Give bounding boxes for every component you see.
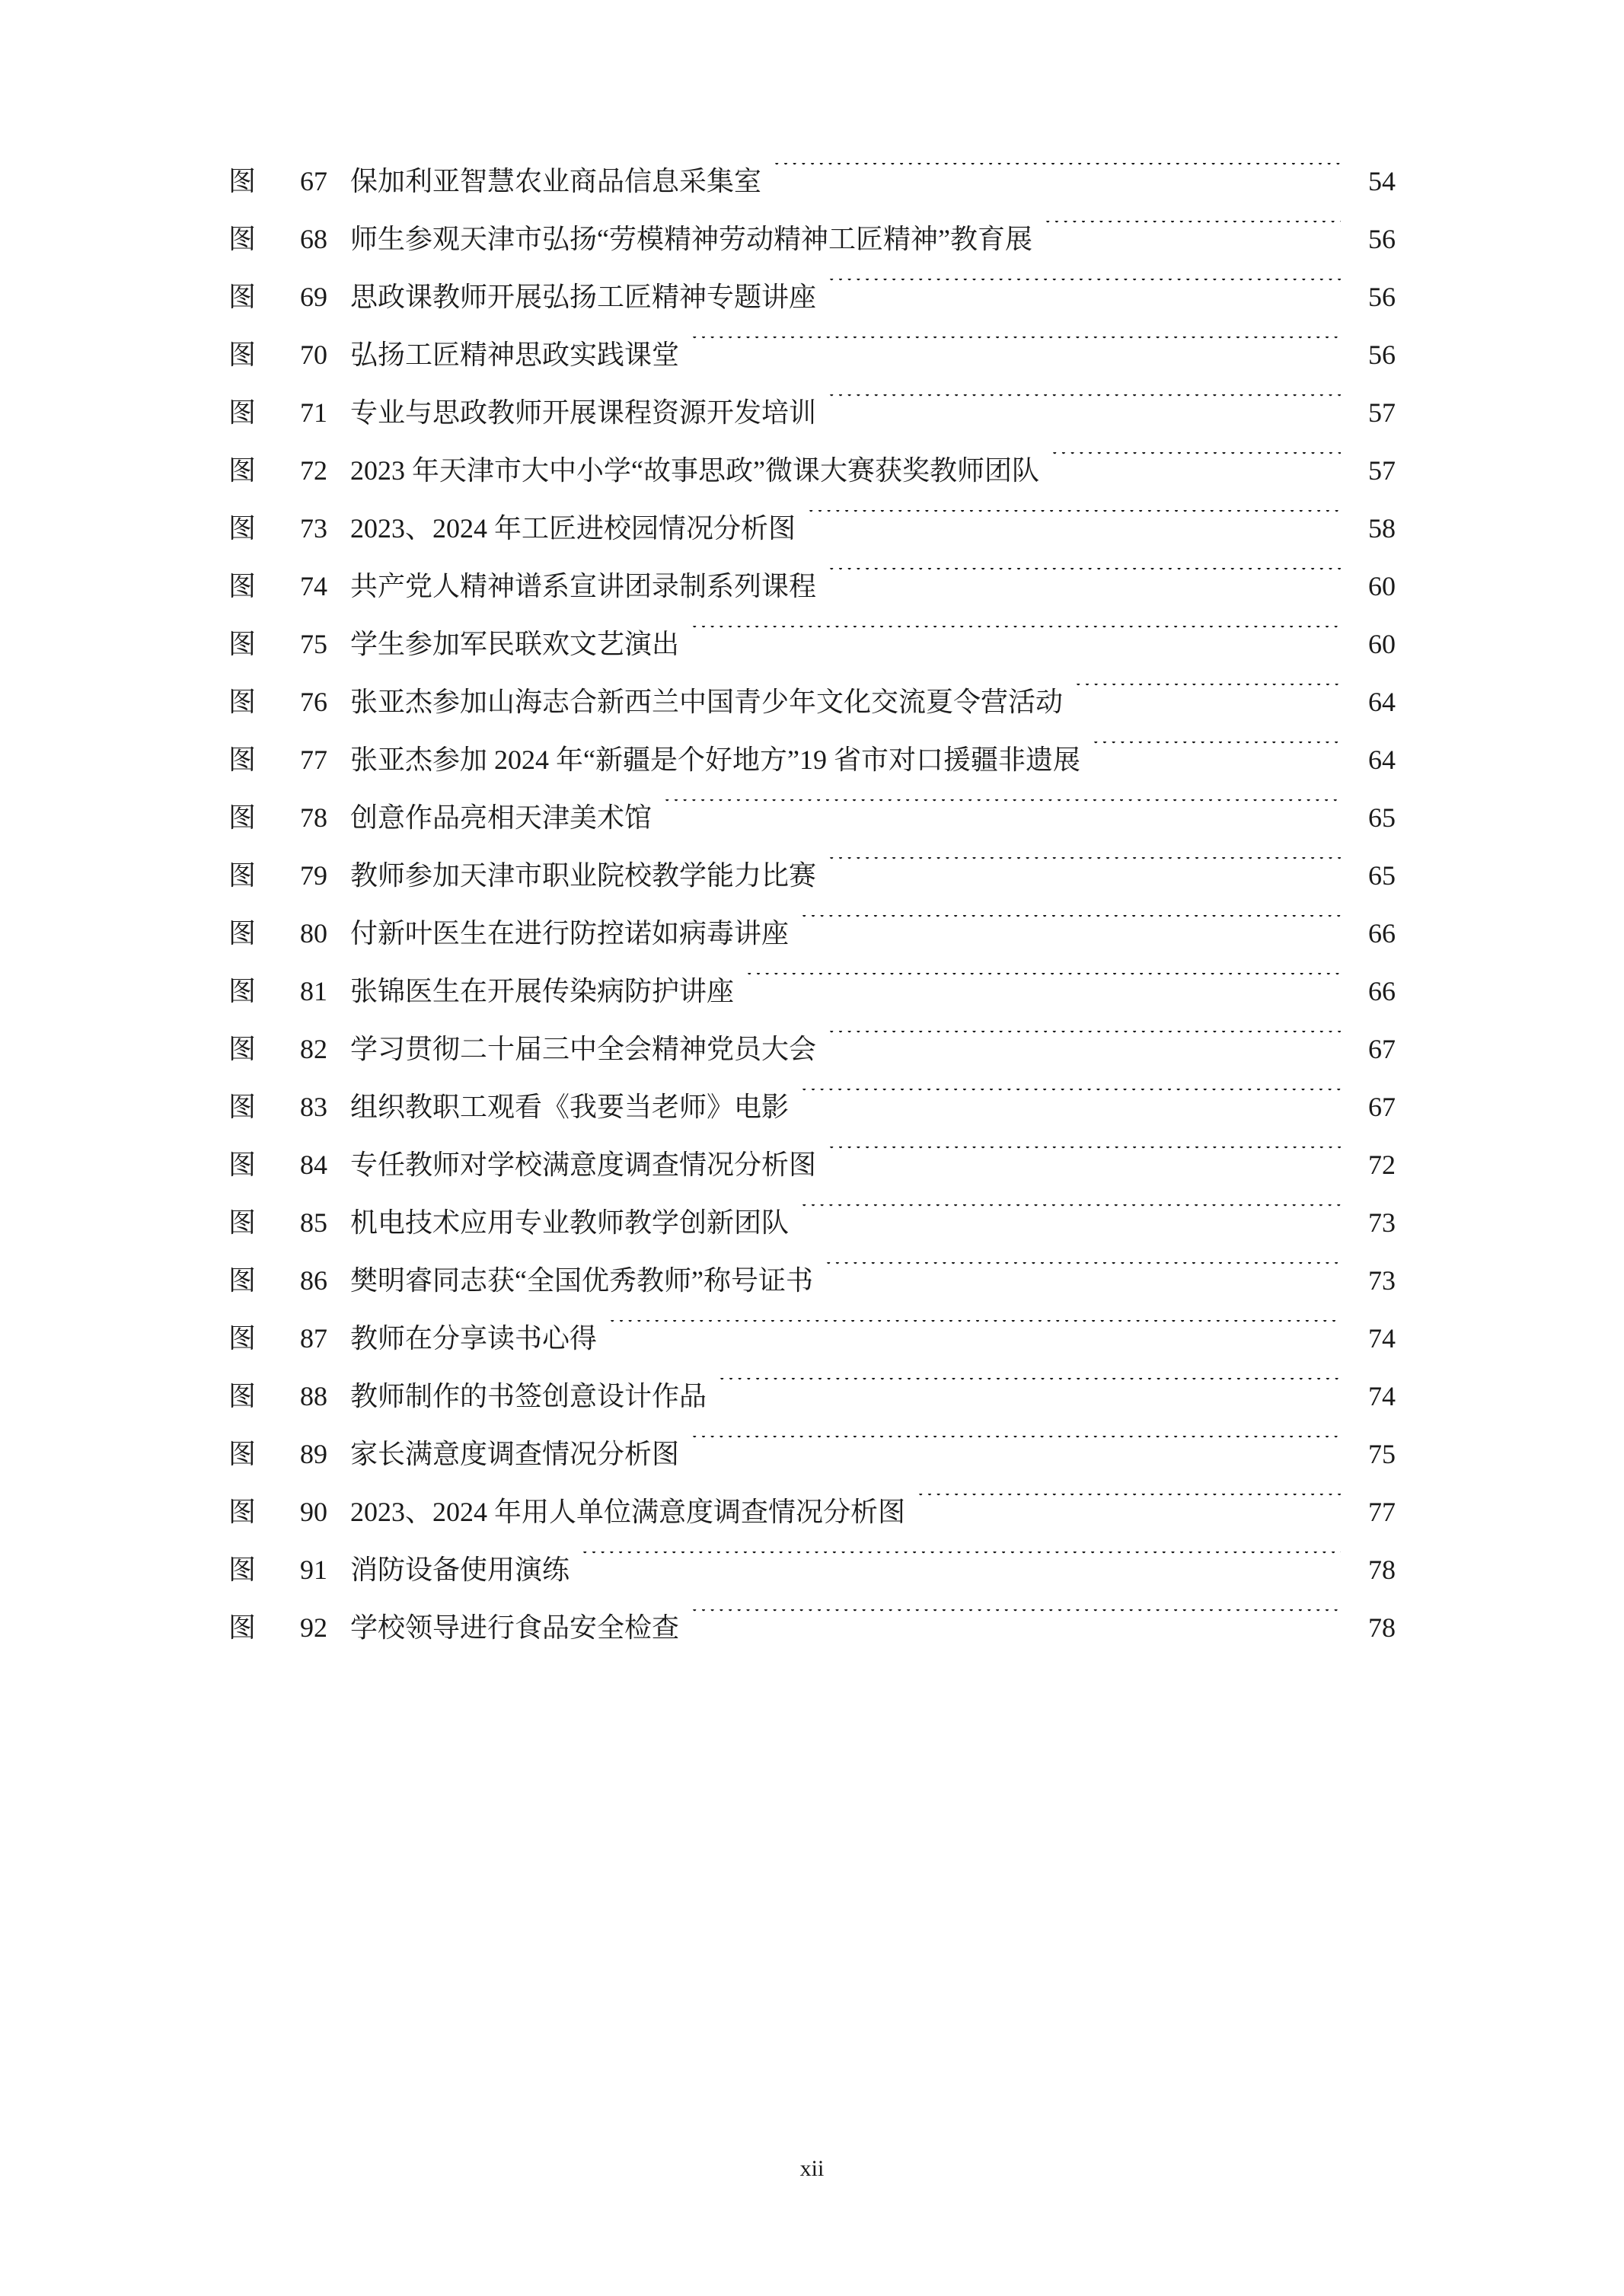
figure-label: 图 [228, 1207, 257, 1238]
figure-entry[interactable] [228, 1367, 1396, 1425]
figure-page-number: 74 [1368, 1323, 1396, 1354]
figure-label: 图 [228, 1555, 257, 1585]
figure-label: 图 [228, 745, 257, 775]
figure-label: 图 [228, 340, 257, 370]
figure-number: 68 [300, 224, 327, 254]
figure-title: 学校领导进行食品安全检查 [350, 1612, 680, 1643]
figure-page-number: 60 [1368, 571, 1396, 601]
figure-label: 图 [228, 397, 257, 428]
figure-page-number: 65 [1368, 802, 1396, 833]
leader-dots [1093, 741, 1341, 769]
figure-title: 共产党人精神谱系宣讲团录制系列课程 [350, 571, 817, 601]
figure-title: 师生参观天津市弘扬“劳模精神劳动精神工匠精神”教育展 [350, 224, 1032, 254]
leader-dots [828, 568, 1341, 595]
figure-entry[interactable] [228, 557, 1396, 615]
leader-dots [582, 1551, 1341, 1579]
figure-entry[interactable] [228, 1309, 1396, 1367]
figure-label: 图 [228, 687, 257, 717]
figure-label: 图 [228, 1612, 257, 1643]
figure-title: 学生参加军民联欢文艺演出 [350, 629, 680, 659]
figure-entry[interactable] [228, 1020, 1396, 1078]
figure-number: 73 [300, 513, 327, 544]
figure-list [228, 152, 1396, 1657]
figure-label: 图 [228, 166, 257, 196]
leader-dots [828, 1031, 1341, 1058]
figure-number: 89 [300, 1439, 327, 1469]
figure-entry[interactable] [228, 1194, 1396, 1252]
figure-title: 付新叶医生在进行防控诺如病毒讲座 [350, 918, 790, 949]
figure-entry[interactable] [228, 789, 1396, 847]
figure-number: 84 [300, 1150, 327, 1180]
figure-label: 图 [228, 629, 257, 659]
figure-entry[interactable] [228, 1425, 1396, 1483]
figure-label: 图 [228, 224, 257, 254]
figure-number: 72 [300, 455, 327, 486]
figure-entry[interactable] [228, 847, 1396, 904]
figure-entry[interactable] [228, 1136, 1396, 1194]
figure-entry[interactable] [228, 1483, 1396, 1541]
page-folio: xii [799, 2156, 825, 2181]
leader-dots [808, 510, 1341, 537]
figure-page-number: 67 [1368, 1034, 1396, 1064]
figure-number: 82 [300, 1034, 327, 1064]
figure-label: 图 [228, 513, 257, 544]
leader-dots [801, 1089, 1341, 1116]
figure-label: 图 [228, 455, 257, 486]
leader-dots [609, 1320, 1341, 1347]
figure-label: 图 [228, 1092, 257, 1122]
leader-dots [828, 857, 1341, 885]
figure-number: 83 [300, 1092, 327, 1122]
leader-dots [801, 915, 1341, 942]
figure-page-number: 54 [1368, 166, 1396, 196]
figure-entry[interactable] [228, 384, 1396, 442]
leader-dots [746, 973, 1341, 1000]
figure-label: 图 [228, 1381, 257, 1411]
leader-dots [774, 163, 1341, 190]
figure-label: 图 [228, 571, 257, 601]
figure-title: 专业与思政教师开展课程资源开发培训 [350, 397, 817, 428]
figure-entry[interactable] [228, 210, 1396, 268]
figure-page-number: 60 [1368, 629, 1396, 659]
figure-title: 专任教师对学校满意度调查情况分析图 [350, 1150, 817, 1180]
figure-title: 消防设备使用演练 [350, 1555, 570, 1585]
figure-title: 2023 年天津市大中小学“故事思政”微课大赛获奖教师团队 [350, 455, 1039, 486]
leader-dots [691, 336, 1341, 364]
leader-dots [828, 394, 1341, 422]
figure-entry[interactable] [228, 1078, 1396, 1136]
figure-page-number: 67 [1368, 1092, 1396, 1122]
figure-label: 图 [228, 1323, 257, 1354]
figure-number: 92 [300, 1612, 327, 1643]
leader-dots [691, 1436, 1341, 1463]
leader-dots [1051, 452, 1341, 480]
figure-label: 图 [228, 282, 257, 312]
leader-dots [801, 1204, 1341, 1232]
figure-page-number: 58 [1368, 513, 1396, 544]
figure-page-number: 56 [1368, 282, 1396, 312]
figure-page-number: 75 [1368, 1439, 1396, 1469]
figure-number: 88 [300, 1381, 327, 1411]
leader-dots [691, 1609, 1341, 1637]
figure-title: 张亚杰参加山海志合新西兰中国青少年文化交流夏令营活动 [350, 687, 1064, 717]
figure-number: 81 [300, 976, 327, 1006]
figure-entry[interactable] [228, 152, 1396, 210]
figure-page-number: 72 [1368, 1150, 1396, 1180]
figure-label: 图 [228, 1034, 257, 1064]
leader-dots [917, 1494, 1341, 1521]
figure-title: 张亚杰参加 2024 年“新疆是个好地方”19 省市对口援疆非遗展 [350, 745, 1080, 775]
figure-title: 2023、2024 年工匠进校园情况分析图 [350, 513, 796, 544]
figure-entry[interactable] [228, 731, 1396, 789]
figure-page-number: 66 [1368, 976, 1396, 1006]
figure-page-number: 73 [1368, 1207, 1396, 1238]
figure-page-number: 78 [1368, 1612, 1396, 1643]
figure-page-number: 56 [1368, 340, 1396, 370]
figure-title: 张锦医生在开展传染病防护讲座 [350, 976, 735, 1006]
figure-entry[interactable] [228, 326, 1396, 384]
figure-entry[interactable] [228, 268, 1396, 326]
figure-number: 80 [300, 918, 327, 949]
figure-title: 樊明睿同志获“全国优秀教师”称号证书 [350, 1265, 813, 1296]
figure-entry[interactable] [228, 962, 1396, 1020]
figure-title: 思政课教师开展弘扬工匠精神专题讲座 [350, 282, 817, 312]
figure-number: 69 [300, 282, 327, 312]
leader-dots [828, 279, 1341, 306]
figure-label: 图 [228, 802, 257, 833]
figure-label: 图 [228, 1265, 257, 1296]
figure-label: 图 [228, 918, 257, 949]
figure-label: 图 [228, 1497, 257, 1527]
figure-title: 教师参加天津市职业院校教学能力比赛 [350, 860, 817, 891]
figure-label: 图 [228, 1150, 257, 1180]
figure-number: 74 [300, 571, 327, 601]
figure-number: 90 [300, 1497, 327, 1527]
figure-page-number: 74 [1368, 1381, 1396, 1411]
figure-entry[interactable] [228, 442, 1396, 499]
figure-number: 77 [300, 745, 327, 775]
figure-page-number: 65 [1368, 860, 1396, 891]
figure-page-number: 64 [1368, 687, 1396, 717]
figure-entry[interactable] [228, 673, 1396, 731]
figure-page-number: 57 [1368, 455, 1396, 486]
leader-dots [1075, 684, 1341, 711]
leader-dots [691, 626, 1341, 653]
figure-number: 70 [300, 340, 327, 370]
figure-number: 79 [300, 860, 327, 891]
figure-number: 91 [300, 1555, 327, 1585]
figure-entry[interactable] [228, 1599, 1396, 1657]
figure-number: 75 [300, 629, 327, 659]
figure-title: 2023、2024 年用人单位满意度调查情况分析图 [350, 1497, 906, 1527]
figure-label: 图 [228, 1439, 257, 1469]
leader-dots [1045, 221, 1341, 248]
figure-title: 家长满意度调查情况分析图 [350, 1439, 680, 1469]
figure-page-number: 77 [1368, 1497, 1396, 1527]
figure-page-number: 64 [1368, 745, 1396, 775]
figure-title: 保加利亚智慧农业商品信息采集室 [350, 166, 762, 196]
figure-entry[interactable] [228, 615, 1396, 673]
figure-page-number: 73 [1368, 1265, 1396, 1296]
figure-page-number: 57 [1368, 397, 1396, 428]
figure-title: 创意作品亮相天津美术馆 [350, 802, 652, 833]
figure-page-number: 78 [1368, 1555, 1396, 1585]
figure-title: 学习贯彻二十届三中全会精神党员大会 [350, 1034, 817, 1064]
leader-dots [825, 1262, 1341, 1290]
figure-title: 教师制作的书签创意设计作品 [350, 1381, 707, 1411]
figure-entry[interactable] [228, 499, 1396, 557]
figure-number: 67 [300, 166, 327, 196]
figure-title: 组织教职工观看《我要当老师》电影 [350, 1092, 790, 1122]
figure-label: 图 [228, 976, 257, 1006]
figure-label: 图 [228, 860, 257, 891]
leader-dots [719, 1378, 1341, 1405]
figure-entry[interactable] [228, 1252, 1396, 1309]
figure-title: 机电技术应用专业教师教学创新团队 [350, 1207, 790, 1238]
figure-number: 78 [300, 802, 327, 833]
leader-dots [828, 1146, 1341, 1174]
leader-dots [664, 799, 1341, 827]
figure-number: 85 [300, 1207, 327, 1238]
figure-number: 71 [300, 397, 327, 428]
figure-number: 76 [300, 687, 327, 717]
figure-entry[interactable] [228, 1541, 1396, 1599]
figure-entry[interactable] [228, 904, 1396, 962]
figure-page-number: 56 [1368, 224, 1396, 254]
figure-number: 87 [300, 1323, 327, 1354]
figure-page-number: 66 [1368, 918, 1396, 949]
figure-title: 教师在分享读书心得 [350, 1323, 598, 1354]
figure-title: 弘扬工匠精神思政实践课堂 [350, 340, 680, 370]
figure-number: 86 [300, 1265, 327, 1296]
